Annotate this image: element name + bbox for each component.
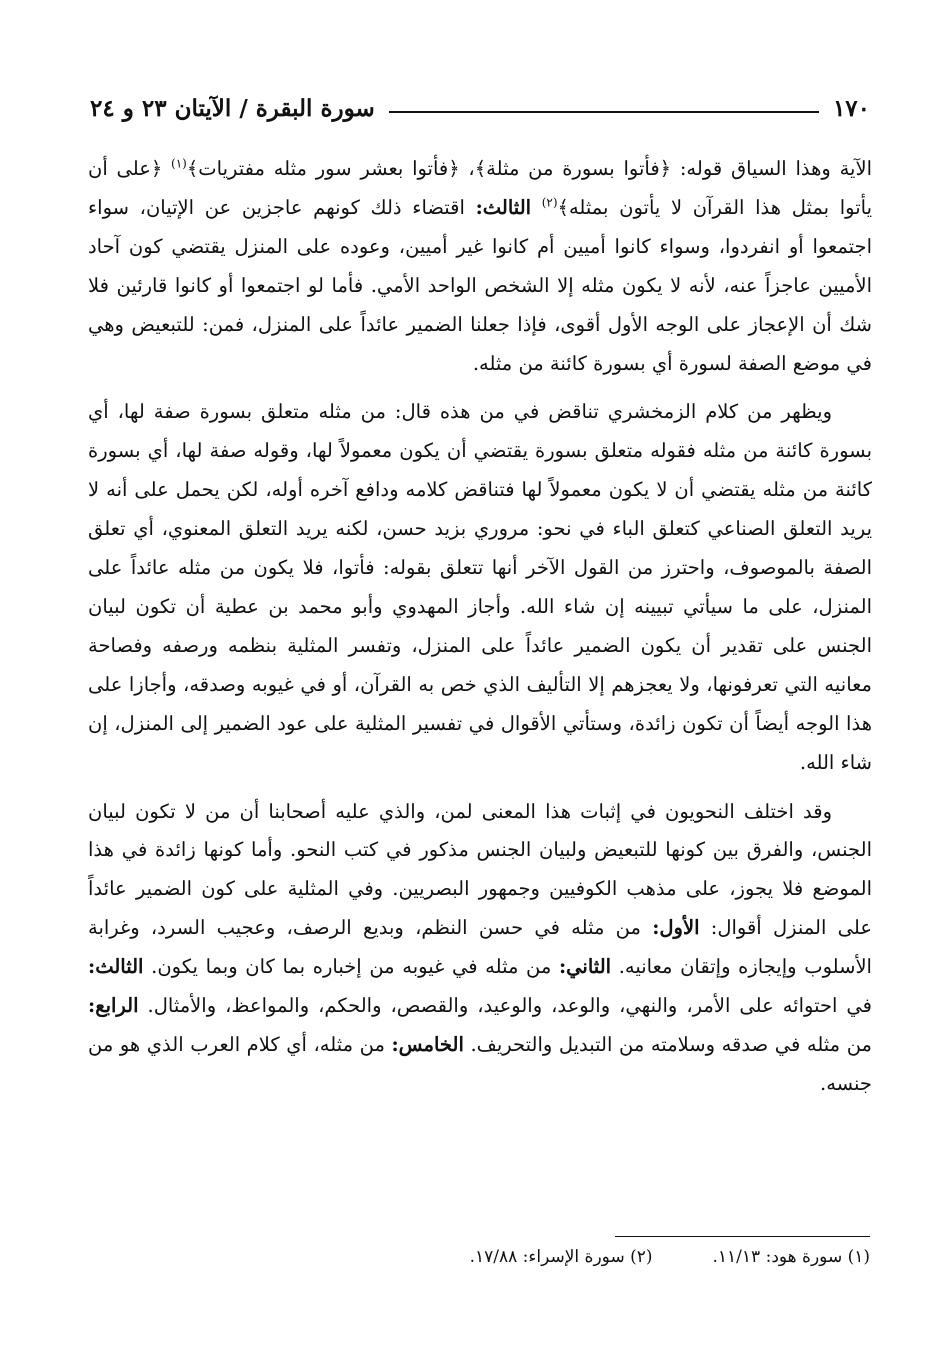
- enumeration-label: الأول:: [652, 916, 700, 940]
- text-run: من مثله في غيوبه من إخباره بما كان وبما يكون.: [143, 955, 559, 979]
- header-rule: [389, 111, 819, 113]
- footnote-marker: (١): [171, 156, 187, 171]
- enumeration-label: الثالث:: [88, 955, 144, 979]
- text-run: في احتوائه على الأمر، والنهي، والوعد، والوعيد، والقصص، والحكم، والمواعظ، والأمثال.: [138, 994, 872, 1018]
- text-run: ويظهر من كلام الزمخشري تناقض في من هذه قال: من مثله متعلق بسورة صفة لها، أي بسورة كائنة من مثله فقوله متعلق بسورة يقتضي أن يكون معمولاً لها، وقوله صفة لها، أي بسورة كائنة من مثله يقتضي أن لا يكون معمولاً لها فتناقض كلامه ودافع آخره أوله، لكن يحمل على أنه لا يريد التعلق الصناعي كتعلق الباء في نحو: مروري بزيد حسن، لكنه يريد التعلق المعنوي، أي تعلق الصفة بالموصوف، واحترز من القول الآخر أنها تتعلق بقوله: فأتوا، فلا يكون من مثله عائداً على المنزل، على ما سيأتي تبيينه إن شاء الله. وأجاز المهدوي وأبو محمد بن عطية أن تكون لبيان الجنس على تقدير أن يكون الضمير عائداً على المنزل، وتفسر المثلية بنظمه ورصفه وفصاحة معانيه التي تعرفونها، ولا يعجزهم إلا التأليف الذي خص به القرآن، أو في غيوبه وصدقه، وأجازا على هذا الوجه أيضاً أن تكون زائدة، وستأتي الأقوال في تفسير المثلية على عود الضمير إلى المنزل، إن شاء الله.: [88, 400, 872, 774]
- paragraph-3: [88, 793, 872, 1104]
- page-number: ١٧٠: [832, 95, 870, 122]
- running-header: [90, 82, 870, 122]
- text-run: الآية وهذا السياق قوله: ﴿فأتوا بسورة من مثلة﴾، ﴿فأتوا بعشر سور مثله مفتريات﴾: [186, 157, 872, 180]
- enumeration-label: الخامس:: [391, 1032, 464, 1056]
- text-run: من مثله في حسن النظم، وبديع الرصف، وعجيب السرد، وغرابة الأسلوب وإيجازه وإتقان معانيه.: [88, 916, 872, 979]
- enumeration-label: الثالث:: [475, 195, 532, 219]
- text-run: وقد اختلف النحويون في إثبات هذا المعنى لمن، والذي عليه أصحابنا أن من لا تكون لبيان الجنس، والفرق بين كونها للتبعيض ولبيان الجنس مذكور في كتب النحو. وأما كونها زائدة في هذا الموضع فلا يجوز، على مذهب الكوفيين وجمهور البصريين. وفي المثلية على كون الضمير عائداً على المنزل أقوال:: [88, 799, 872, 940]
- text-run: [531, 196, 542, 219]
- footnote-2: (٢) سورة الإسراء: ١٧/٨٨.: [469, 1247, 653, 1267]
- paragraph-1: [88, 150, 872, 383]
- paragraph-2: [88, 393, 872, 782]
- enumeration-label: الثاني:: [558, 955, 612, 979]
- footnote-marker: (٢): [541, 195, 558, 210]
- header-title: سورة البقرة / الآيتان ٢٣ و ٢٤: [90, 95, 375, 122]
- text-run: اقتضاء ذلك كونهم عاجزين عن الإتيان، سواء اجتمعوا أو انفردوا، وسواء كانوا أميين أم كانوا غير أميين، وعوده على المنزل يقتضي كون آحاد الأميين عاجزاً عنه، لأنه لا يكون مثله إلا الشخص الواحد الأمي. فأما لو اجتمعوا أو كانوا قارئين فلا شك أن الإعجاز على الوجه الأول أقوى، فإذا جعلنا الضمير عائداً على المنزل، فمن: للتبعيض وهي في موضع الصفة لسورة أي بسورة كائنة من مثله.: [88, 195, 872, 375]
- text-run: ﴿على أن يأتوا بمثل هذا القرآن لا يأتون بمثله﴾: [88, 157, 872, 219]
- footnotes: [200, 1244, 870, 1270]
- footnote-rule: [615, 1236, 870, 1237]
- footnote-1: (١) سورة هود: ١١/١٣.: [712, 1247, 870, 1267]
- text-run: من مثله في صدقه وسلامته من التبديل والتحريف.: [463, 1032, 872, 1056]
- enumeration-label: الرابع:: [88, 994, 139, 1018]
- body-text: [88, 150, 872, 1104]
- text-run: من مثله، أي كلام العرب الذي هو من جنسه.: [88, 1032, 872, 1095]
